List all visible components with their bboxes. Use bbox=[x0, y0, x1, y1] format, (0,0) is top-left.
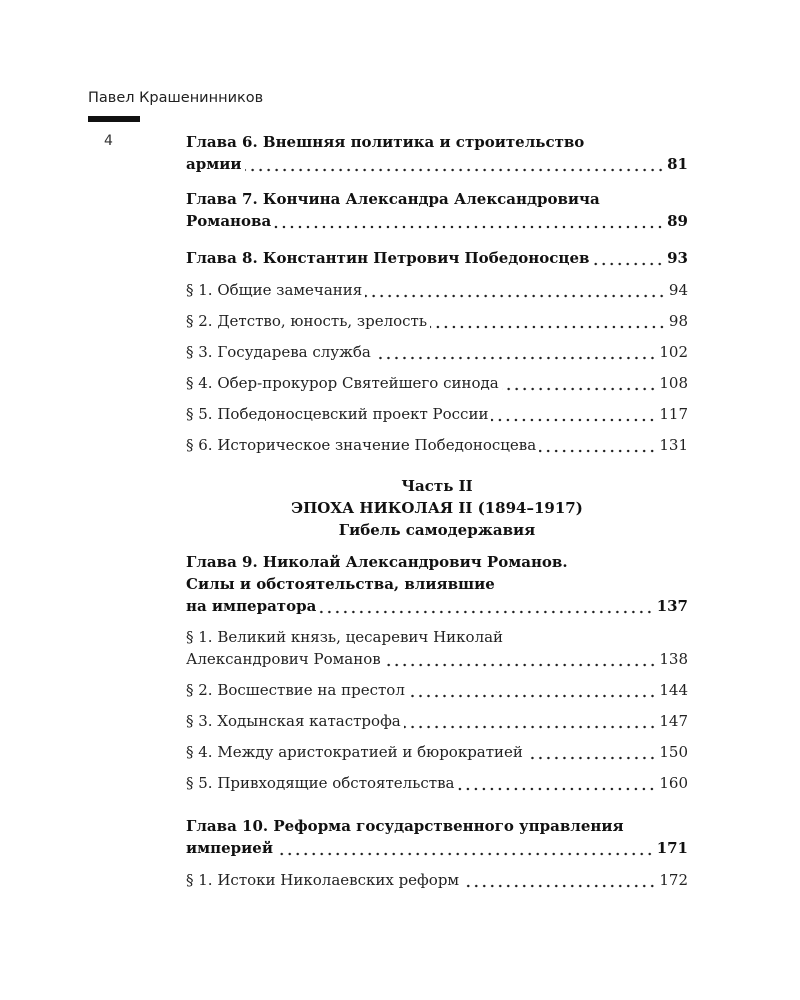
dot-leader bbox=[408, 694, 657, 698]
toc-entry-chapter[interactable] bbox=[186, 133, 688, 155]
entry-page-number: 144 bbox=[659, 681, 688, 699]
entry-title: ЭПОХА НИКОЛАЯ II (1894–1917) bbox=[291, 499, 583, 517]
toc-entry-section[interactable] bbox=[186, 312, 688, 334]
toc-entry-chapter[interactable] bbox=[186, 817, 688, 839]
entry-title: § 2. Восшествие на престол bbox=[186, 681, 405, 699]
entry-page-number: 93 bbox=[667, 249, 688, 267]
entry-title: § 4. Обер-прокурор Святейшего синода bbox=[186, 374, 499, 392]
part-heading-line bbox=[186, 477, 688, 499]
toc-entry-section[interactable] bbox=[186, 743, 688, 765]
toc-entry-section[interactable] bbox=[186, 343, 688, 365]
dot-leader bbox=[384, 663, 657, 667]
toc-entry-section[interactable] bbox=[186, 650, 688, 672]
entry-title: Глава 7. Кончина Александра Александровича bbox=[186, 190, 600, 208]
part-heading-line bbox=[186, 521, 688, 543]
entry-page-number: 160 bbox=[659, 774, 688, 792]
entry-title: Романова bbox=[186, 212, 272, 230]
entry-page-number: 108 bbox=[659, 374, 688, 392]
dot-leader bbox=[276, 852, 654, 856]
toc-entry-chapter[interactable] bbox=[186, 839, 688, 861]
dot-leader bbox=[374, 356, 656, 360]
dot-leader bbox=[462, 884, 656, 888]
entry-title: Глава 8. Константин Петрович Победоносцев bbox=[186, 249, 590, 267]
dot-leader bbox=[245, 168, 665, 172]
dot-leader bbox=[319, 610, 653, 614]
dot-leader bbox=[539, 449, 656, 453]
entry-title: § 5. Привходящие обстоятельства bbox=[186, 774, 455, 792]
toc-entry-chapter[interactable] bbox=[186, 190, 688, 212]
toc-entry-section[interactable] bbox=[186, 774, 688, 796]
entry-title: § 1. Великий князь, цесаревич Николай bbox=[186, 628, 504, 646]
dot-leader bbox=[274, 225, 664, 229]
entry-page-number: 98 bbox=[668, 312, 688, 330]
entry-page-number: 81 bbox=[667, 155, 688, 173]
entry-page-number: 172 bbox=[659, 871, 688, 889]
part-heading-line bbox=[186, 499, 688, 521]
toc-entry-chapter[interactable] bbox=[186, 212, 688, 234]
entry-title: § 3. Ходынская катастрофа bbox=[186, 712, 401, 730]
entry-title: § 2. Детство, юность, зрелость bbox=[186, 312, 428, 330]
dot-leader bbox=[592, 262, 664, 266]
dot-leader bbox=[526, 756, 656, 760]
entry-page-number: 94 bbox=[668, 281, 688, 299]
dot-leader bbox=[404, 725, 657, 729]
entry-title: Глава 9. Николай Александрович Романов. bbox=[186, 553, 568, 571]
entry-title: армии bbox=[186, 155, 242, 173]
toc-entry-section[interactable] bbox=[186, 405, 688, 427]
entry-title: на императора bbox=[186, 597, 317, 615]
entry-title: § 1. Истоки Николаевских реформ bbox=[186, 871, 460, 889]
entry-page-number: 137 bbox=[656, 597, 688, 615]
toc-entry-section[interactable] bbox=[186, 712, 688, 734]
entry-title: Александрович Романов bbox=[186, 650, 381, 668]
entry-title: Глава 10. Реформа государственного управления bbox=[186, 817, 624, 835]
entry-title: § 6. Историческое значение Победоносцева bbox=[186, 436, 537, 454]
page-number: 4 bbox=[104, 133, 113, 149]
toc-entry-section[interactable] bbox=[186, 681, 688, 703]
toc-entry-section[interactable] bbox=[186, 436, 688, 458]
toc-entry-section[interactable] bbox=[186, 628, 688, 650]
entry-title: § 3. Государева служба bbox=[186, 343, 371, 361]
entry-title: § 4. Между аристократией и бюрократией bbox=[186, 743, 523, 761]
dot-leader bbox=[502, 387, 657, 391]
toc-entry-section[interactable] bbox=[186, 871, 688, 893]
header-rule bbox=[88, 116, 140, 122]
dot-leader bbox=[365, 294, 666, 298]
toc-entry-section[interactable] bbox=[186, 281, 688, 303]
entry-title: Часть II bbox=[401, 477, 473, 495]
entry-page-number: 138 bbox=[659, 650, 688, 668]
entry-title: империей bbox=[186, 839, 273, 857]
dot-leader bbox=[491, 418, 656, 422]
dot-leader bbox=[457, 787, 656, 791]
entry-page-number: 131 bbox=[659, 436, 688, 454]
entry-title: Силы и обстоятельства, влиявшие bbox=[186, 575, 495, 593]
entry-page-number: 102 bbox=[659, 343, 688, 361]
toc-entry-chapter[interactable] bbox=[186, 155, 688, 177]
toc-entry-chapter[interactable] bbox=[186, 575, 688, 597]
toc-entry-chapter[interactable] bbox=[186, 249, 688, 271]
entry-page-number: 171 bbox=[656, 839, 688, 857]
running-header-author: Павел Крашенинников bbox=[88, 90, 264, 106]
entry-page-number: 117 bbox=[659, 405, 688, 423]
toc-entry-section[interactable] bbox=[186, 374, 688, 396]
entry-title: § 5. Победоносцевский проект России bbox=[186, 405, 489, 423]
dot-leader bbox=[430, 325, 666, 329]
entry-title: Глава 6. Внешняя политика и строительство bbox=[186, 133, 585, 151]
toc-entry-chapter[interactable] bbox=[186, 553, 688, 575]
toc-entry-chapter[interactable] bbox=[186, 597, 688, 619]
entry-title: § 1. Общие замечания bbox=[186, 281, 363, 299]
entry-page-number: 150 bbox=[659, 743, 688, 761]
entry-page-number: 147 bbox=[659, 712, 688, 730]
entry-title: Гибель самодержавия bbox=[338, 521, 536, 539]
entry-page-number: 89 bbox=[667, 212, 688, 230]
